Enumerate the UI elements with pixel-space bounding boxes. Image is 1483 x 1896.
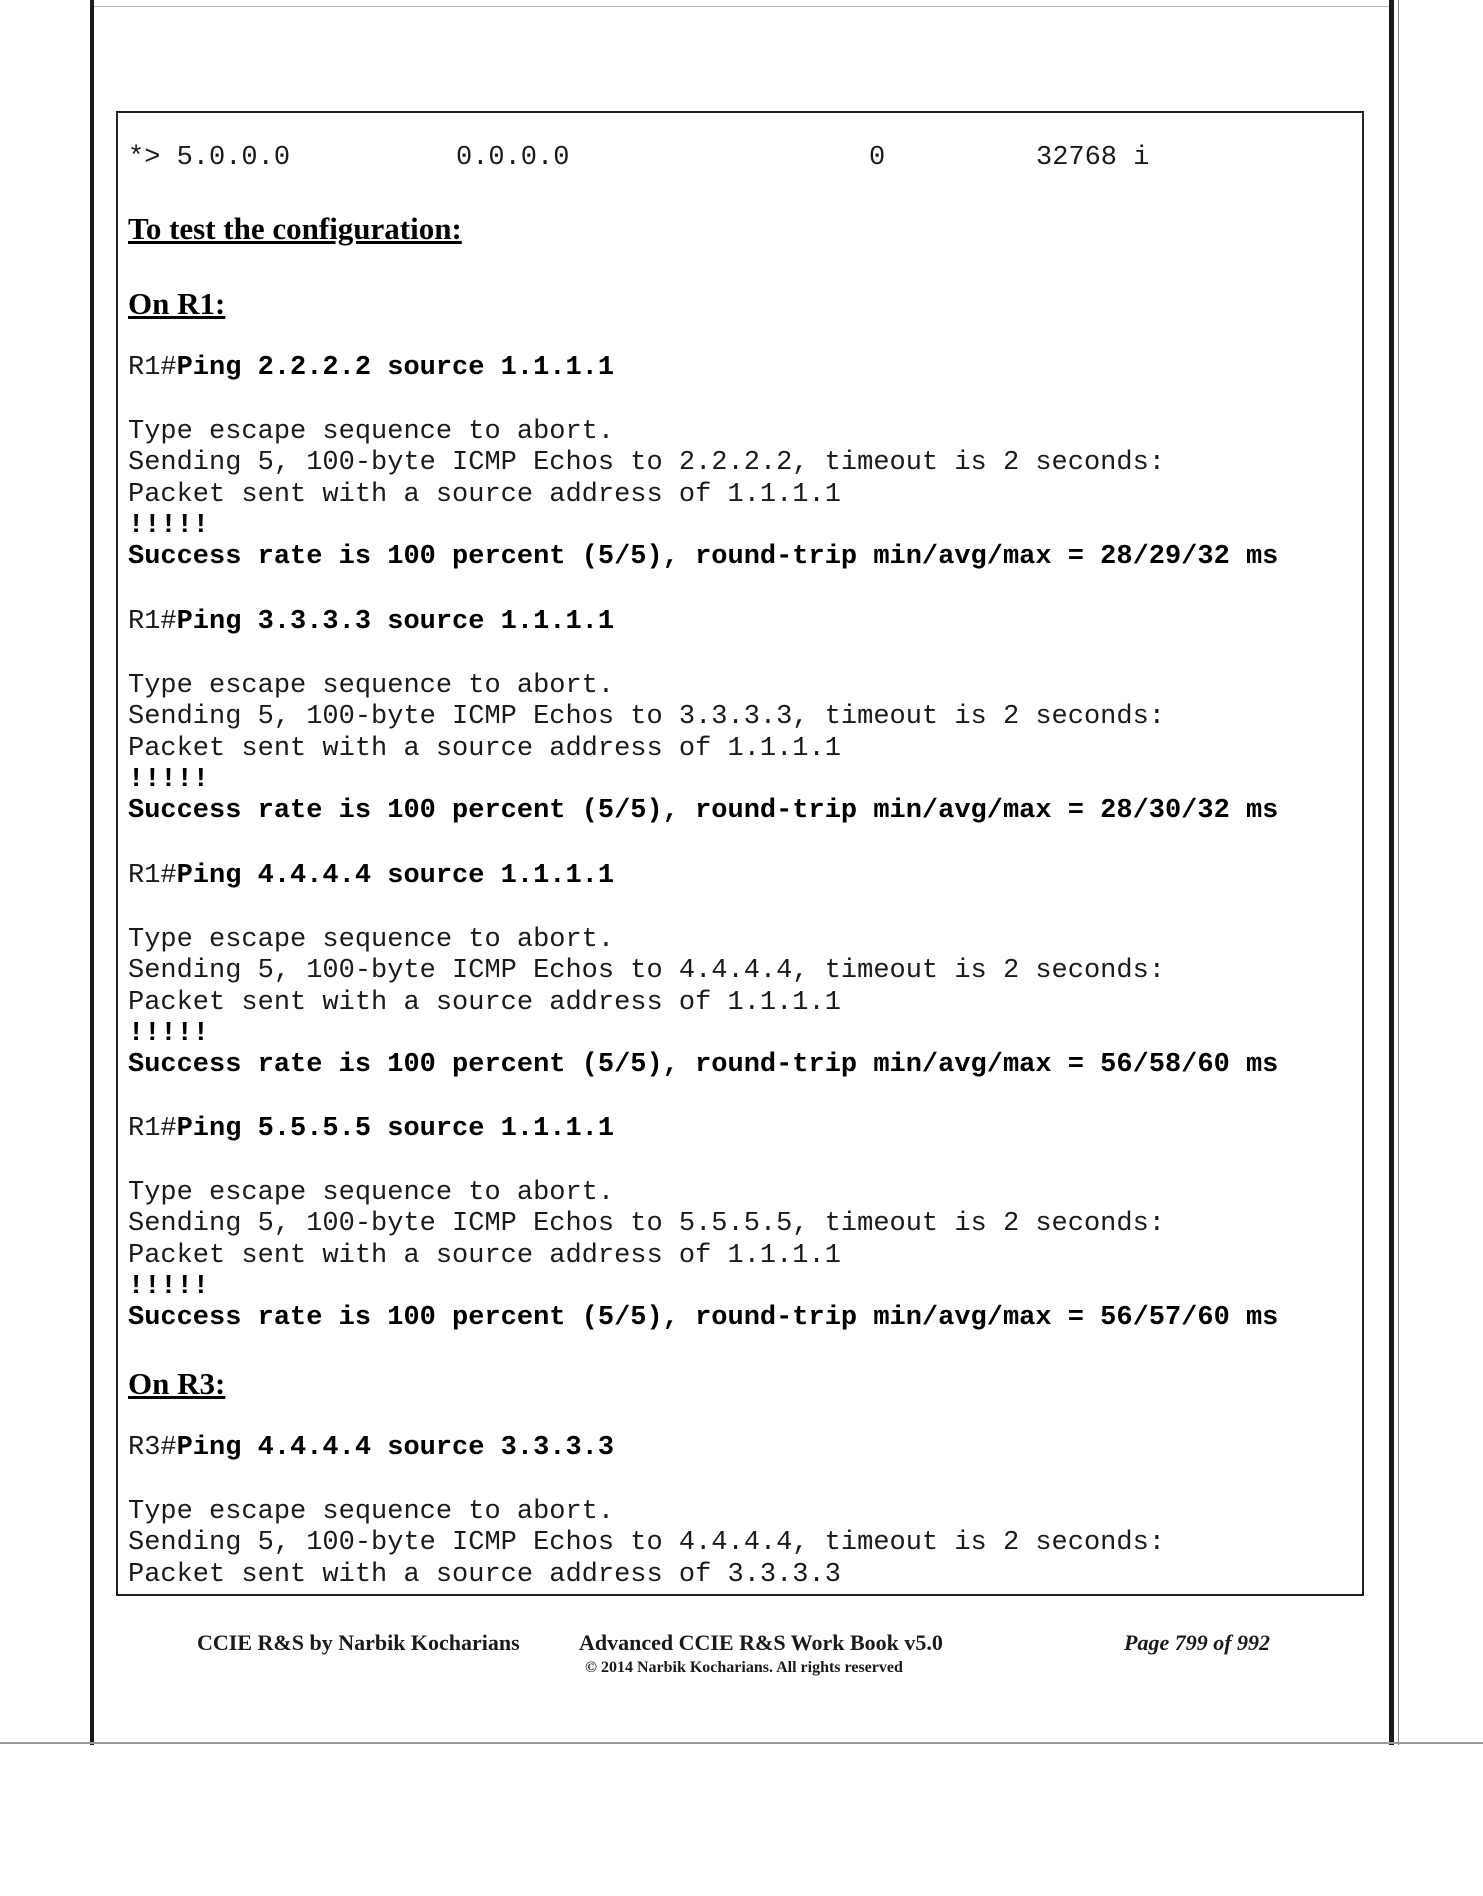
ping-command — [128, 861, 614, 891]
command-text: Ping 5.5.5.5 source 1.1.1.1 — [176, 1114, 615, 1144]
prompt: R1# — [128, 861, 177, 891]
result-text: Success rate is 100 percent (5/5), round-trip min/avg/max = 56/58/60 ms — [128, 1050, 1279, 1080]
ping-result — [128, 1050, 1278, 1080]
ping-line: Packet sent with a source address of 1.1.1.1 — [128, 988, 841, 1018]
heading-on-r1: On R1: — [128, 286, 226, 321]
footer-copyright: © 2014 Narbik Kocharians. All rights reserved — [585, 1659, 903, 1676]
prompt: R1# — [128, 353, 177, 383]
page-border-left — [90, 0, 94, 1745]
footer-page-number: Page 799 of 992 — [1124, 1630, 1271, 1655]
ping-line: Type escape sequence to abort. — [128, 417, 615, 447]
prompt: R1# — [128, 1114, 177, 1144]
command-text: Ping 3.3.3.3 source 1.1.1.1 — [176, 607, 615, 637]
ping-line: Sending 5, 100-byte ICMP Echos to 4.4.4.4, timeout is 2 seconds: — [128, 956, 1165, 986]
ping-result — [128, 542, 1278, 572]
bangs-text: !!!!! — [128, 1272, 210, 1302]
ping-result — [128, 1303, 1278, 1333]
ping-line: Sending 5, 100-byte ICMP Echos to 5.5.5.5, timeout is 2 seconds: — [128, 1209, 1165, 1239]
heading-on-r3: On R3: — [128, 1366, 226, 1401]
ping-command — [128, 1433, 614, 1463]
bangs-text: !!!!! — [128, 1019, 210, 1049]
page-top-line — [94, 6, 1389, 7]
ping-result — [128, 796, 1278, 826]
result-text: Success rate is 100 percent (5/5), round-trip min/avg/max = 28/29/32 ms — [128, 542, 1279, 572]
bangs-text: !!!!! — [128, 765, 210, 795]
footer-book-title: Advanced CCIE R&S Work Book v5.0 — [579, 1630, 943, 1655]
page-border-right — [1389, 0, 1394, 1745]
bgp-next-hop: 0.0.0.0 — [456, 143, 570, 173]
result-text: Success rate is 100 percent (5/5), round-trip min/avg/max = 56/57/60 ms — [128, 1303, 1279, 1333]
command-text: Ping 2.2.2.2 source 1.1.1.1 — [176, 353, 615, 383]
ping-command — [128, 353, 614, 383]
ping-line: Packet sent with a source address of 1.1.1.1 — [128, 1241, 841, 1271]
ping-bangs — [128, 765, 209, 795]
command-text: Ping 4.4.4.4 source 1.1.1.1 — [176, 861, 615, 891]
heading-test-config: To test the configuration: — [128, 211, 462, 246]
bgp-weight-path: 32768 i — [1036, 143, 1150, 173]
footer-author: CCIE R&S by Narbik Kocharians — [197, 1630, 520, 1655]
bangs-text: !!!!! — [128, 511, 210, 541]
ping-line: Packet sent with a source address of 1.1.1.1 — [128, 480, 841, 510]
ping-bangs — [128, 511, 209, 541]
ping-bangs — [128, 1019, 209, 1049]
bgp-metric: 0 — [869, 143, 886, 173]
ping-line: Packet sent with a source address of 1.1.1.1 — [128, 734, 841, 764]
result-text: Success rate is 100 percent (5/5), round-trip min/avg/max = 28/30/32 ms — [128, 796, 1279, 826]
ping-line: Type escape sequence to abort. — [128, 925, 615, 955]
ping-command — [128, 1114, 614, 1144]
content-box — [116, 111, 1364, 1596]
ping-line: Sending 5, 100-byte ICMP Echos to 3.3.3.3, timeout is 2 seconds: — [128, 702, 1165, 732]
prompt: R1# — [128, 607, 177, 637]
ping-line: Sending 5, 100-byte ICMP Echos to 4.4.4.4, timeout is 2 seconds: — [128, 1528, 1165, 1558]
ping-line: Sending 5, 100-byte ICMP Echos to 2.2.2.2, timeout is 2 seconds: — [128, 448, 1165, 478]
ping-line: Type escape sequence to abort. — [128, 1178, 615, 1208]
bgp-network: *> 5.0.0.0 — [128, 143, 291, 173]
page-bottom-line — [0, 1742, 1483, 1744]
ping-line: Type escape sequence to abort. — [128, 671, 615, 701]
page-border-right-thin — [1398, 0, 1399, 1745]
ping-bangs — [128, 1272, 209, 1302]
ping-line: Type escape sequence to abort. — [128, 1497, 615, 1527]
ping-line: Packet sent with a source address of 3.3.3.3 — [128, 1560, 841, 1590]
command-text: Ping 4.4.4.4 source 3.3.3.3 — [176, 1433, 615, 1463]
prompt: R3# — [128, 1433, 177, 1463]
ping-command — [128, 607, 614, 637]
